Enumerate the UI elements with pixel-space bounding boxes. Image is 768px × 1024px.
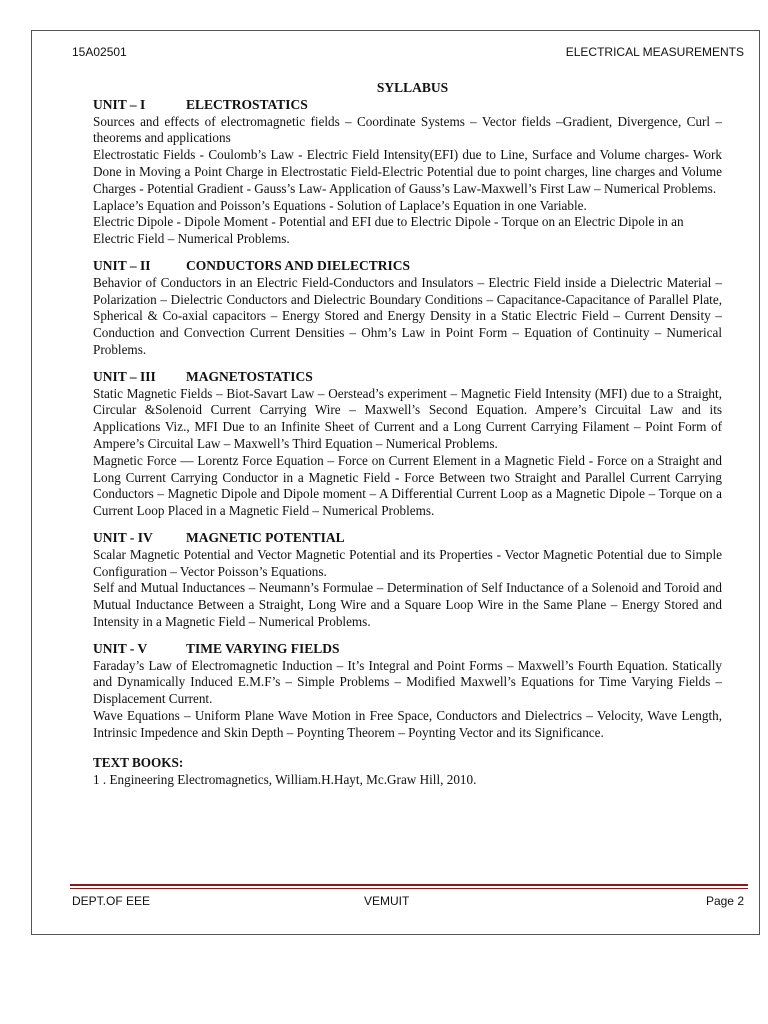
footer-dept: DEPT.OF EEE bbox=[72, 894, 151, 908]
textbooks-section bbox=[93, 755, 722, 789]
footer-rule bbox=[70, 884, 748, 886]
unit-3 bbox=[93, 369, 722, 520]
page-number: Page 2 bbox=[705, 894, 744, 908]
unit-paragraph: Electric Dipole - Dipole Moment - Potential and EFI due to Electric Dipole - Torque on an Electric Dipole in an Electric Field – Numerical Problems. bbox=[93, 214, 684, 247]
unit-heading bbox=[93, 97, 722, 114]
unit-number: UNIT – III bbox=[93, 368, 156, 384]
unit-paragraph: Self and Mutual Inductances – Neumann’s Formulae – Determination of Self Inductance of a Solenoid and Toroid and Mutual Inductance Between a Straight, Long Wire and a Square Loop Wire in the Same Plane – Energy Stored and Intensity in a Magnetic Field – Numerical Problems. bbox=[93, 580, 722, 629]
unit-paragraph: Sources and effects of electromagnetic fields – Coordinate Systems – Vector fields –Gradient, Divergence, Curl – theorems and applications bbox=[93, 113, 722, 146]
page-title: SYLLABUS bbox=[376, 80, 449, 95]
unit-name: TIME VARYING FIELDS bbox=[186, 640, 340, 656]
unit-paragraph: Scalar Magnetic Potential and Vector Magnetic Potential and its Properties - Vector Magnetic Potential due to Simple Configuration – Vector Poisson’s Equations. bbox=[93, 546, 722, 579]
unit-1 bbox=[93, 97, 722, 248]
unit-name: MAGNETOSTATICS bbox=[186, 368, 313, 384]
unit-number: UNIT – I bbox=[93, 96, 146, 112]
unit-number: UNIT - IV bbox=[93, 529, 153, 545]
unit-heading bbox=[93, 258, 722, 275]
textbooks-heading: TEXT BOOKS: bbox=[93, 755, 184, 771]
unit-paragraph: Behavior of Conductors in an Electric Field-Conductors and Insulators – Electric Field inside a Dielectric Material – Polarization – Dielectric Conductors and Dielectric Boundary Conditions – Capacitance-Capacitance of Parallel Plate, Spherical & Co-axial capacitors – Energy Stored and Energy Density in a Static Electric Field – Current Density – Conduction and Convection Current Densities – Ohm’s Law in Point Form – Equation of Continuity – Numerical Problems. bbox=[93, 274, 722, 357]
unit-heading bbox=[93, 530, 722, 547]
unit-4 bbox=[93, 530, 722, 631]
unit-heading bbox=[93, 369, 722, 386]
unit-5 bbox=[93, 641, 722, 742]
unit-paragraph: Laplace’s Equation and Poisson’s Equations - Solution of Laplace’s Equation in one Variable. bbox=[93, 197, 587, 213]
unit-heading bbox=[93, 641, 722, 658]
unit-number: UNIT – II bbox=[93, 257, 151, 273]
unit-paragraph: Wave Equations – Uniform Plane Wave Motion in Free Space, Conductors and Dielectrics – Velocity, Wave Length, Intrinsic Impedence and Skin Depth – Poynting Theorem – Poynting Vector and its Significance. bbox=[93, 707, 722, 740]
footer-rule bbox=[70, 888, 748, 889]
textbook-item: 1 . Engineering Electromagnetics, William.H.Hayt, Mc.Graw Hill, 2010. bbox=[93, 772, 477, 788]
footer-college: VEMUIT bbox=[364, 894, 410, 908]
unit-paragraph: Magnetic Force –– Lorentz Force Equation – Force on Current Element in a Magnetic Field - Force on a Straight and Long Current Carrying Conductor in a Magnetic Field - Force Between two Straight and Parallel Current Carrying Conductors – Magnetic Dipole and Dipole moment – A Differential Current Loop as a Magnetic Dipole – Torque on a Current Loop Placed in a Magnetic Field – Numerical Problems. bbox=[93, 452, 722, 519]
unit-paragraph: Static Magnetic Fields – Biot-Savart Law – Oerstead’s experiment – Magnetic Field Intensity (MFI) due to a Straight, Circular &Solenoid Current Carrying Wire – Maxwell’s Second Equation. Ampere’s Circuital Law and its Applications Viz., MFI Due to an Infinite Sheet of Current and a Long Current Carrying Filament – Point Form of Ampere’s Circuital Law – Maxwell’s Third Equation – Numerical Problems. bbox=[93, 385, 722, 451]
course-code: 15A02501 bbox=[72, 45, 127, 59]
unit-2 bbox=[93, 258, 722, 359]
subject-title: ELECTRICAL MEASUREMENTS bbox=[565, 45, 744, 59]
unit-number: UNIT - V bbox=[93, 640, 148, 656]
syllabus-content bbox=[93, 80, 722, 799]
unit-name: MAGNETIC POTENTIAL bbox=[186, 529, 345, 545]
unit-name: CONDUCTORS AND DIELECTRICS bbox=[186, 257, 411, 273]
unit-paragraph: Electrostatic Fields - Coulomb’s Law - Electric Field Intensity(EFI) due to Line, Surface and Volume charges- Work Done in Moving a Point Charge in Electrostatic Field-Electric Potential due to point charges, line charges and Volume Charges - Potential Gradient - Gauss’s Law- Application of Gauss’s Law-Maxwell’s First Law – Numerical Problems. bbox=[93, 147, 722, 196]
unit-name: ELECTROSTATICS bbox=[186, 96, 308, 112]
unit-paragraph: Faraday’s Law of Electromagnetic Induction – It’s Integral and Point Forms – Maxwell’s Fourth Equation. Statically and Dynamically Induced E.M.F’s – Simple Problems – Modified Maxwell’s Equations for Time Varying Fields – Displacement Current. bbox=[93, 657, 722, 707]
